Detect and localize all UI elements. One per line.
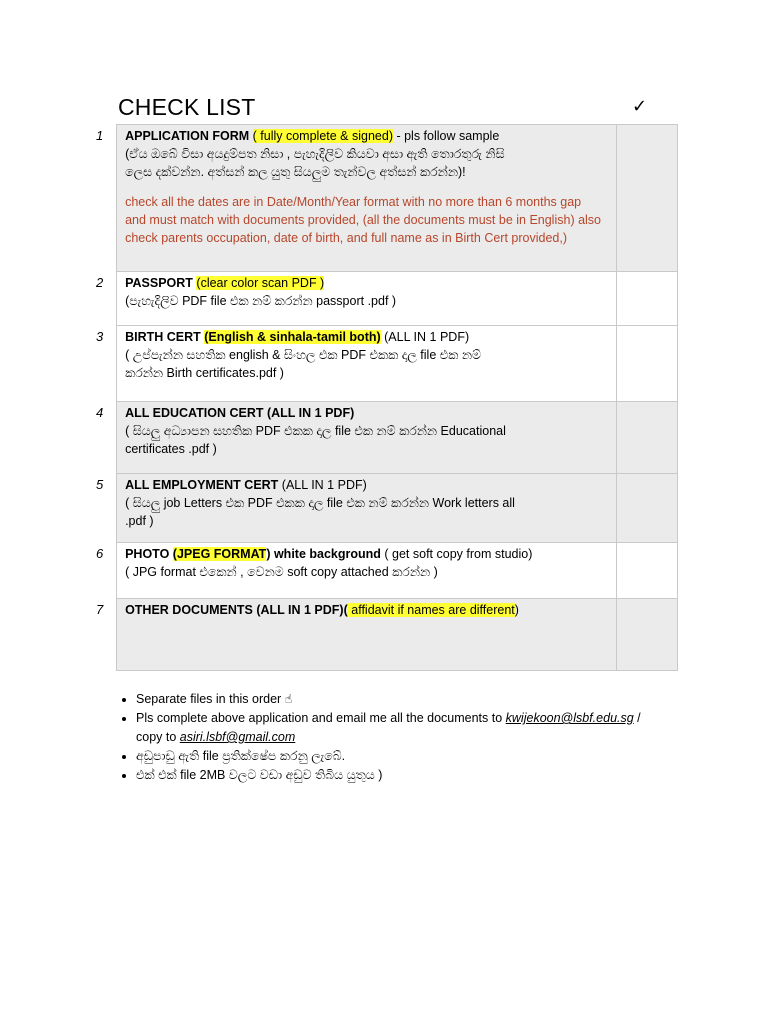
tick-cell[interactable] [616, 474, 677, 543]
sinhala-line: certificates .pdf ) [125, 442, 217, 456]
highlight-text: ( fully complete & signed) [252, 129, 393, 143]
tick-cell[interactable] [616, 125, 677, 272]
tick-cell[interactable] [616, 402, 677, 474]
table-row [90, 402, 678, 474]
email-link[interactable]: asiri.lsbf@gmail.com [179, 730, 296, 744]
bullet-text: Pls complete above application and email me all the documents to [136, 711, 506, 725]
highlight-text: (clear color scan PDF ) [196, 276, 325, 290]
row-number: 2 [90, 272, 117, 326]
sinhala-line: ලෙස දක්වන්න. අත්සන් කල යුතු සියලුම තැන්වල අත්සන් කරන්න)! [125, 165, 466, 179]
item-suffix: (ALL IN 1 PDF) [278, 478, 367, 492]
sinhala-line: .pdf ) [125, 514, 154, 528]
row-content [117, 402, 617, 474]
tick-cell[interactable] [616, 543, 677, 599]
bullet-text: එක් එක් file 2MB වලට වඩා අඩුව තිබිය යුතුය ) [136, 768, 383, 782]
item-suffix: - pls follow sample [392, 129, 500, 143]
table-row [90, 543, 678, 599]
tick-cell[interactable] [616, 599, 677, 671]
list-item [136, 709, 696, 747]
table-row [90, 326, 678, 402]
item-label: APPLICATION FORM [125, 129, 250, 143]
note-line: check all the dates are in Date/Month/Year format with no more than 6 months gap [125, 195, 582, 209]
row-number: 3 [90, 326, 117, 402]
notes-list [118, 690, 696, 785]
note-line: and must match with documents provided, (all the documents must be in English) also [125, 213, 602, 227]
check-mark-icon: ✓ [632, 96, 648, 116]
row-number: 5 [90, 474, 117, 543]
table-row [90, 272, 678, 326]
sinhala-line: (ඒය ඔබේ විසා අයදුම්පත නිසා , පැහැදිලිව කියවා අසා ඇති තොරතුරු නිසි [125, 147, 505, 161]
bullet-text: / [633, 711, 641, 725]
row-number: 1 [90, 125, 117, 272]
item-label: ALL EMPLOYMENT CERT [125, 478, 279, 492]
item-label: PASSPORT [125, 276, 193, 290]
row-number: 6 [90, 543, 117, 599]
highlight-text: (English & sinhala-tamil both) [204, 330, 381, 344]
list-item [136, 747, 696, 766]
tick-cell[interactable] [616, 326, 677, 402]
sinhala-line: (පැහැදිලිව PDF file එක නම් කරන්න passport .pdf ) [125, 294, 397, 308]
list-item [136, 766, 696, 785]
table-row [90, 474, 678, 543]
item-suffix: ) [514, 603, 519, 617]
item-suffix: ( get soft copy from studio) [380, 547, 533, 561]
table-row [90, 599, 678, 671]
checklist-table [90, 124, 678, 671]
page-title: CHECK LIST [118, 94, 256, 120]
tick-cell[interactable] [616, 272, 677, 326]
highlight-text: affidavit if names are different [347, 603, 515, 617]
row-number: 4 [90, 402, 117, 474]
row-content [117, 125, 617, 272]
bullet-text: Separate files in this order ☝ [136, 692, 293, 706]
item-label: PHOTO [125, 547, 170, 561]
row-content [117, 272, 617, 326]
bullet-text: copy to [136, 730, 180, 744]
item-label: OTHER DOCUMENTS (ALL IN 1 PDF)( [125, 603, 348, 617]
highlight-text: (JPEG FORMAT [172, 547, 267, 561]
sinhala-line: ( සියලු අධ්‍යාපන සහතික PDF එකක දාල file එක නම් කරන්න Educational [125, 424, 506, 438]
red-note [125, 193, 610, 247]
email-link[interactable]: kwijekoon@lsbf.edu.sg [505, 711, 634, 725]
row-content [117, 474, 617, 543]
item-suffix: (ALL IN 1 PDF) [380, 330, 470, 344]
list-item [136, 690, 696, 709]
sinhala-line: ( උප්පැන්න සහතික english & සිංහල එක PDF එකක දාල file එක නම් [125, 348, 481, 362]
sinhala-line: ( සියලු job Letters එක PDF එකක දාල file එක නම් කරන්න Work letters all [125, 496, 515, 510]
item-label: ALL EDUCATION CERT (ALL IN 1 PDF) [125, 406, 355, 420]
bullet-text: අඩුපාඩු ඇති file ප්‍රතික්ෂේප කරනු ලැබේ. [136, 749, 346, 763]
row-content [117, 543, 617, 599]
sinhala-line: කරන්න Birth certificates.pdf ) [125, 366, 284, 380]
row-content [117, 326, 617, 402]
table-row [90, 125, 678, 272]
item-label-continued: ) white background [266, 547, 381, 561]
row-number: 7 [90, 599, 117, 671]
item-label: BIRTH CERT [125, 330, 201, 344]
row-content [117, 599, 617, 671]
note-line: check parents occupation, date of birth, and full name as in Birth Cert provided,) [125, 231, 567, 245]
sinhala-line: ( JPG format එකෙන් , වෙනම soft copy attached කරන්න ) [125, 565, 438, 579]
